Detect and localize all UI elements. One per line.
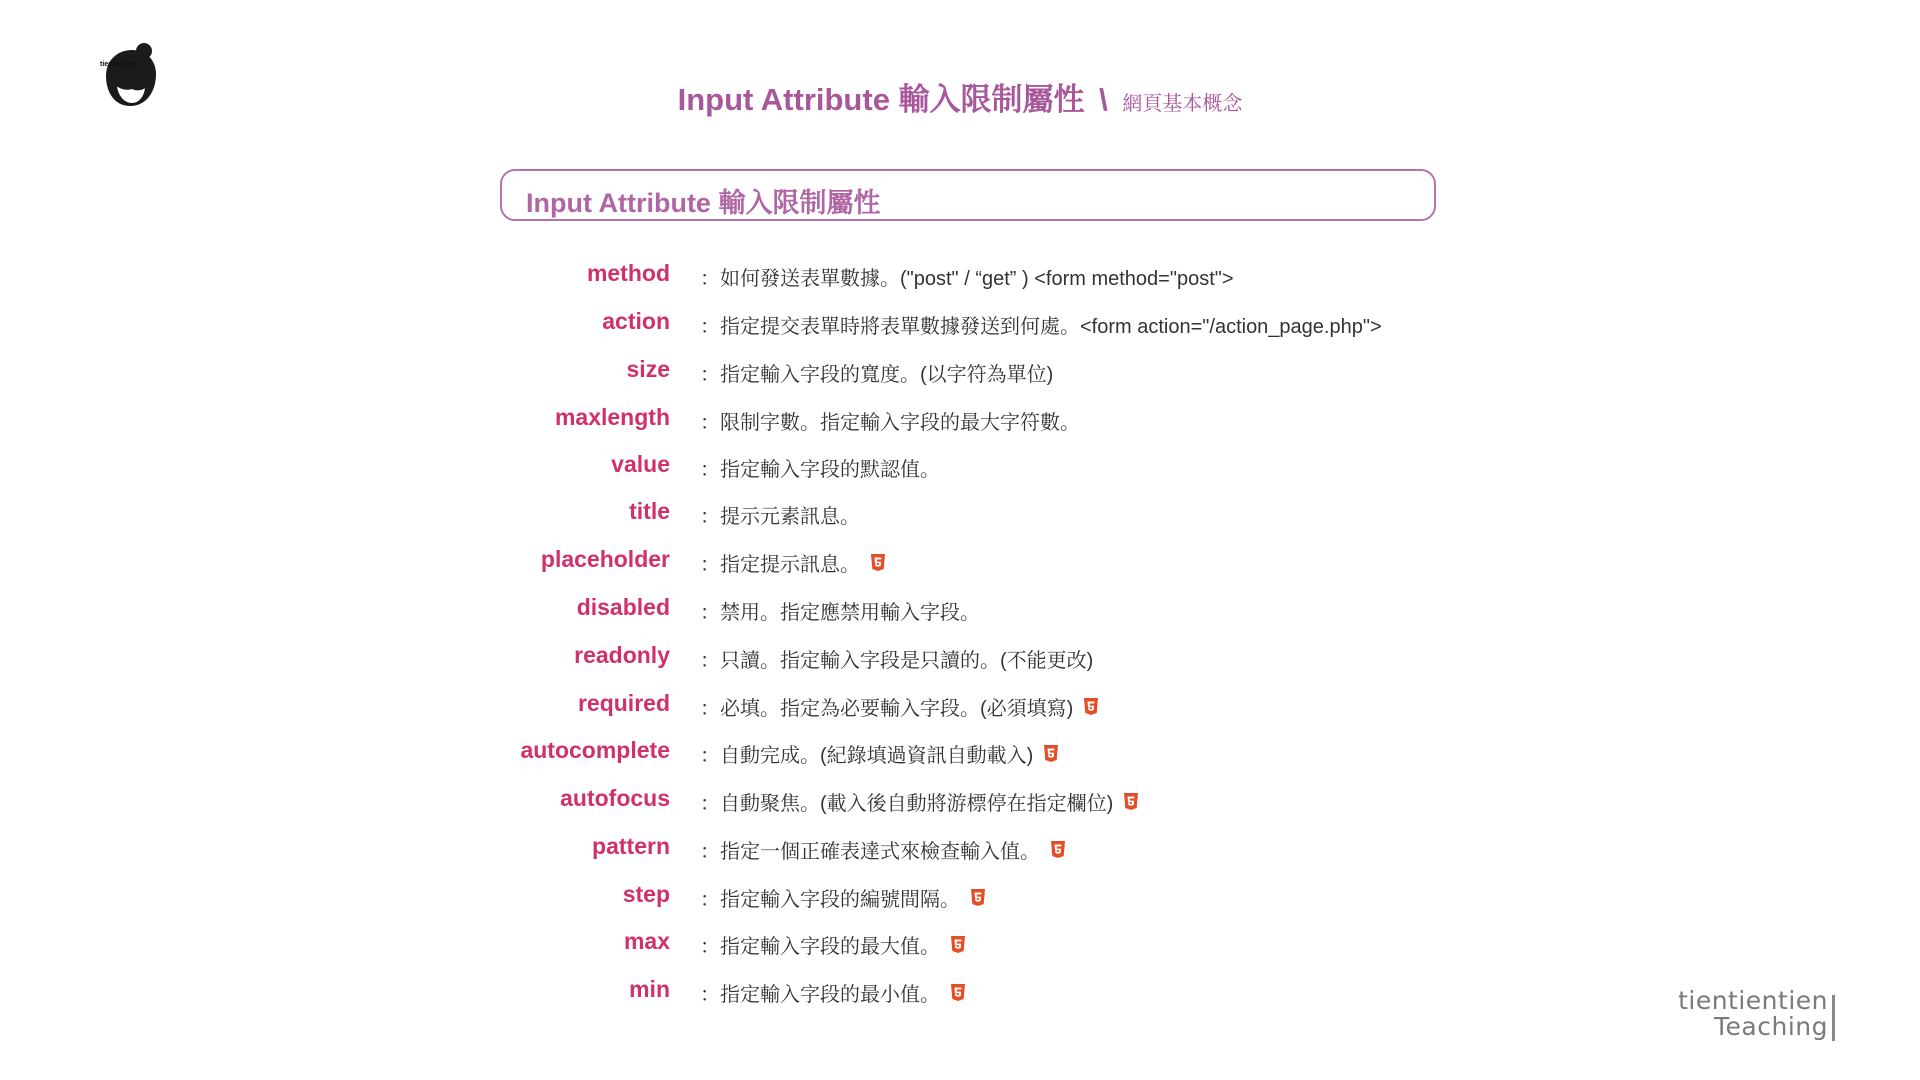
attribute-description-text: ：必填。指定為必要輸入字段。(必須填寫) <box>700 698 1074 720</box>
attribute-row <box>0 449 1920 489</box>
attribute-description <box>700 500 860 529</box>
html5-icon <box>950 984 966 1002</box>
attribute-row <box>0 831 1920 871</box>
attribute-description-text: ：提示元素訊息。 <box>700 506 860 528</box>
attribute-name: size <box>626 356 670 382</box>
attribute-description-text: ：禁用。指定應禁用輸入字段。 <box>700 602 980 624</box>
brand-line-2: Teaching <box>1714 1012 1828 1041</box>
attribute-name: min <box>629 976 670 1002</box>
attribute-name: maxlength <box>554 404 670 430</box>
attribute-description <box>700 358 1053 387</box>
attribute-description-text: ：限制字數。指定輸入字段的最大字符數。 <box>700 412 1080 434</box>
attribute-description <box>700 262 1234 291</box>
logo-text: tientientien <box>100 61 138 68</box>
page-title <box>0 74 1920 119</box>
attribute-description-text: ：指定一個正確表達式來檢查輸入值。 <box>700 841 1040 863</box>
html5-icon <box>1043 745 1059 763</box>
html5-icon <box>1050 841 1066 859</box>
attribute-name: readonly <box>574 642 670 668</box>
attribute-row <box>0 879 1920 919</box>
attribute-description <box>700 787 1139 816</box>
attribute-name: disabled <box>576 594 670 620</box>
attribute-description <box>700 453 940 482</box>
attribute-row <box>0 735 1920 775</box>
title-separator: \ <box>1099 82 1108 117</box>
attribute-name: autocomplete <box>520 737 670 763</box>
section-header-label: Input Attribute 輸入限制屬性 <box>526 188 881 218</box>
brand-line-1: tientientien <box>1678 986 1828 1015</box>
attribute-row <box>0 402 1920 442</box>
attribute-description <box>700 406 1080 435</box>
attribute-name: max <box>623 928 670 954</box>
attribute-name: title <box>629 498 670 524</box>
attribute-name: pattern <box>592 833 670 859</box>
attribute-description-text: ：指定提示訊息。 <box>700 554 860 576</box>
page-subtitle: 網頁基本概念 <box>1122 93 1243 115</box>
attribute-row <box>0 544 1920 584</box>
attribute-description <box>700 883 986 912</box>
attribute-row <box>0 258 1920 298</box>
html5-icon <box>950 936 966 954</box>
html5-icon <box>970 889 986 907</box>
attribute-row <box>0 926 1920 966</box>
attribute-description-text: ：指定輸入字段的默認值。 <box>700 459 940 481</box>
attribute-name: value <box>611 451 670 477</box>
attribute-row <box>0 354 1920 394</box>
attribute-description <box>700 930 966 959</box>
attribute-name: action <box>602 308 670 334</box>
attribute-row <box>0 592 1920 632</box>
attribute-row <box>0 640 1920 680</box>
attribute-description <box>700 644 1093 673</box>
attribute-description-text: ：指定提交表單時將表單數據發送到何處。<form action="/action_page.php"> <box>700 316 1382 338</box>
attribute-description <box>700 692 1099 721</box>
attribute-description <box>700 596 980 625</box>
attribute-name: autofocus <box>560 785 670 811</box>
brand-wordmark <box>1678 988 1828 1040</box>
html5-icon <box>1083 698 1099 716</box>
attribute-description-text: ：自動完成。(紀錄填過資訊自動載入) <box>700 745 1034 767</box>
attribute-name: placeholder <box>540 546 670 572</box>
section-header-box <box>500 169 1436 221</box>
attribute-name: required <box>577 690 670 716</box>
attribute-description-text: ：指定輸入字段的寬度。(以字符為單位) <box>700 364 1054 386</box>
attribute-description-text: ：如何發送表單數據。("post" / “get” ) <form method="post"> <box>700 268 1234 290</box>
attribute-row <box>0 496 1920 536</box>
page-title-main: Input Attribute 輸入限制屬性 <box>677 82 1085 117</box>
attribute-row <box>0 306 1920 346</box>
attribute-row <box>0 974 1920 1014</box>
html5-icon <box>870 554 886 572</box>
attribute-name: method <box>586 260 670 286</box>
attribute-description-text: ：指定輸入字段的最小值。 <box>700 984 940 1006</box>
attribute-description <box>700 835 1066 864</box>
attribute-description-text: ：指定輸入字段的編號間隔。 <box>700 889 960 911</box>
attribute-description-text: ：只讀。指定輸入字段是只讀的。(不能更改) <box>700 650 1094 672</box>
attribute-description-text: ：自動聚焦。(載入後自動將游標停在指定欄位) <box>700 793 1114 815</box>
attribute-description <box>700 978 966 1007</box>
attribute-description <box>700 310 1382 339</box>
brand-divider <box>1832 995 1835 1041</box>
attribute-description <box>700 548 886 577</box>
html5-icon <box>1123 793 1139 811</box>
attribute-description-text: ：指定輸入字段的最大值。 <box>700 936 940 958</box>
attribute-row <box>0 688 1920 728</box>
attribute-description <box>700 739 1059 768</box>
attribute-name: step <box>622 881 670 907</box>
attribute-row <box>0 783 1920 823</box>
